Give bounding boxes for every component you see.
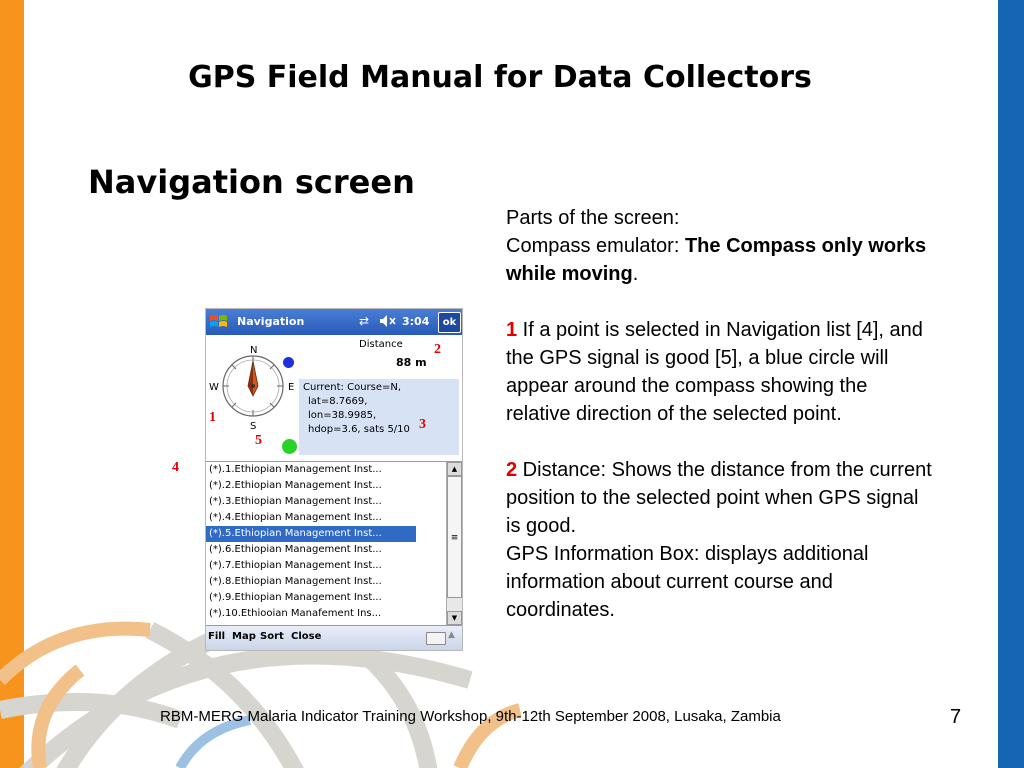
info-lat: lat=8.7669,: [308, 396, 368, 407]
compass-north-label: N: [250, 345, 258, 356]
menu-map[interactable]: Map: [232, 631, 256, 642]
info-lon: lon=38.9985,: [308, 410, 377, 421]
list-item-selected[interactable]: (*).5.Ethiopian Management Inst...: [206, 526, 416, 542]
page-number: 7: [950, 706, 962, 728]
gps-signal-indicator: [282, 439, 297, 454]
right-accent-bar: [998, 0, 1024, 768]
menu-sort[interactable]: Sort: [260, 631, 284, 642]
pda-screenshot: [205, 308, 463, 651]
point-text: If a point is selected in Navigation list [4], and the GPS signal is good [5], a blue circle will appear around the compass showing the relative direction of the selected point.: [506, 319, 923, 425]
slide-subtitle: Navigation screen: [88, 163, 415, 201]
list-item[interactable]: (*).6.Ethiopian Management Inst...: [209, 544, 382, 555]
list-item[interactable]: (*).7.Ethiopian Management Inst...: [209, 560, 382, 571]
compass-east-label: E: [288, 382, 295, 393]
list-scrollbar[interactable]: [446, 461, 462, 625]
pda-title-bar: [206, 309, 462, 335]
marker-3: 3: [419, 417, 426, 432]
info-course: Current: Course=N,: [303, 382, 402, 393]
windows-start-icon[interactable]: [208, 312, 230, 332]
gps-info-box: [299, 379, 459, 455]
marker-2: 2: [434, 342, 441, 357]
keyboard-icon[interactable]: [426, 632, 446, 645]
list-item[interactable]: (*).1.Ethiopian Management Inst...: [209, 464, 382, 475]
navigation-list: [206, 461, 446, 625]
distance-text: Distance: Shows the distance from the current position to the selected point when GPS signal is good.: [506, 459, 932, 537]
point-number: 1: [506, 319, 518, 341]
list-item[interactable]: (*).3.Ethiopian Management Inst...: [209, 496, 382, 507]
info-hdop: hdop=3.6, sats 5/10: [308, 424, 410, 435]
list-item[interactable]: (*).2.Ethiopian Management Inst...: [209, 480, 382, 491]
compass-period: .: [632, 263, 639, 285]
input-menu-arrow-icon[interactable]: ▲: [448, 630, 455, 640]
list-item[interactable]: (*).8.Ethiopian Management Inst...: [209, 576, 382, 587]
list-item[interactable]: (*).4.Ethiopian Management Inst...: [209, 512, 382, 523]
scroll-up-icon[interactable]: ▲: [447, 462, 462, 476]
compass-note: The Compass only works while moving: [506, 235, 927, 285]
description-text: [506, 204, 936, 624]
pda-menu-bar: [206, 625, 462, 651]
pda-clock[interactable]: 3:04: [402, 315, 430, 328]
scroll-thumb[interactable]: ≡: [447, 476, 462, 598]
marker-5: 5: [255, 433, 262, 448]
menu-close[interactable]: Close: [291, 631, 322, 642]
pda-app-title: Navigation: [237, 315, 305, 328]
direction-indicator-dot: [283, 357, 294, 368]
marker-4: 4: [172, 460, 179, 475]
volume-mute-icon[interactable]: [379, 314, 397, 328]
parts-heading: Parts of the screen:: [506, 207, 680, 229]
distance-value: 88 m: [396, 356, 427, 369]
distance-label: Distance: [359, 339, 403, 350]
slide-title: GPS Field Manual for Data Collectors: [188, 60, 812, 95]
marker-1: 1: [209, 410, 216, 425]
compass-label: Compass emulator:: [506, 235, 685, 257]
menu-fill[interactable]: Fill: [208, 631, 226, 642]
list-item[interactable]: (*).10.Ethiooian Manafement Ins...: [209, 608, 382, 619]
info-box-paragraph: GPS Information Box: displays additional information about current course and coordinates.: [506, 543, 869, 621]
distance-number: 2: [506, 459, 518, 481]
footer-text: RBM-MERG Malaria Indicator Training Workshop, 9th-12th September 2008, Lusaka, Zambia: [160, 708, 781, 725]
scroll-down-icon[interactable]: ▼: [447, 611, 462, 625]
compass-west-label: W: [209, 382, 219, 393]
distance-paragraph: [506, 456, 936, 540]
sync-icon[interactable]: ⇄: [359, 314, 370, 328]
compass-south-label: S: [250, 421, 257, 432]
compass-paragraph: [506, 232, 936, 288]
point-paragraph: [506, 316, 936, 428]
ok-button[interactable]: ok: [438, 312, 461, 333]
list-item[interactable]: (*).9.Ethiopian Management Inst...: [209, 592, 382, 603]
